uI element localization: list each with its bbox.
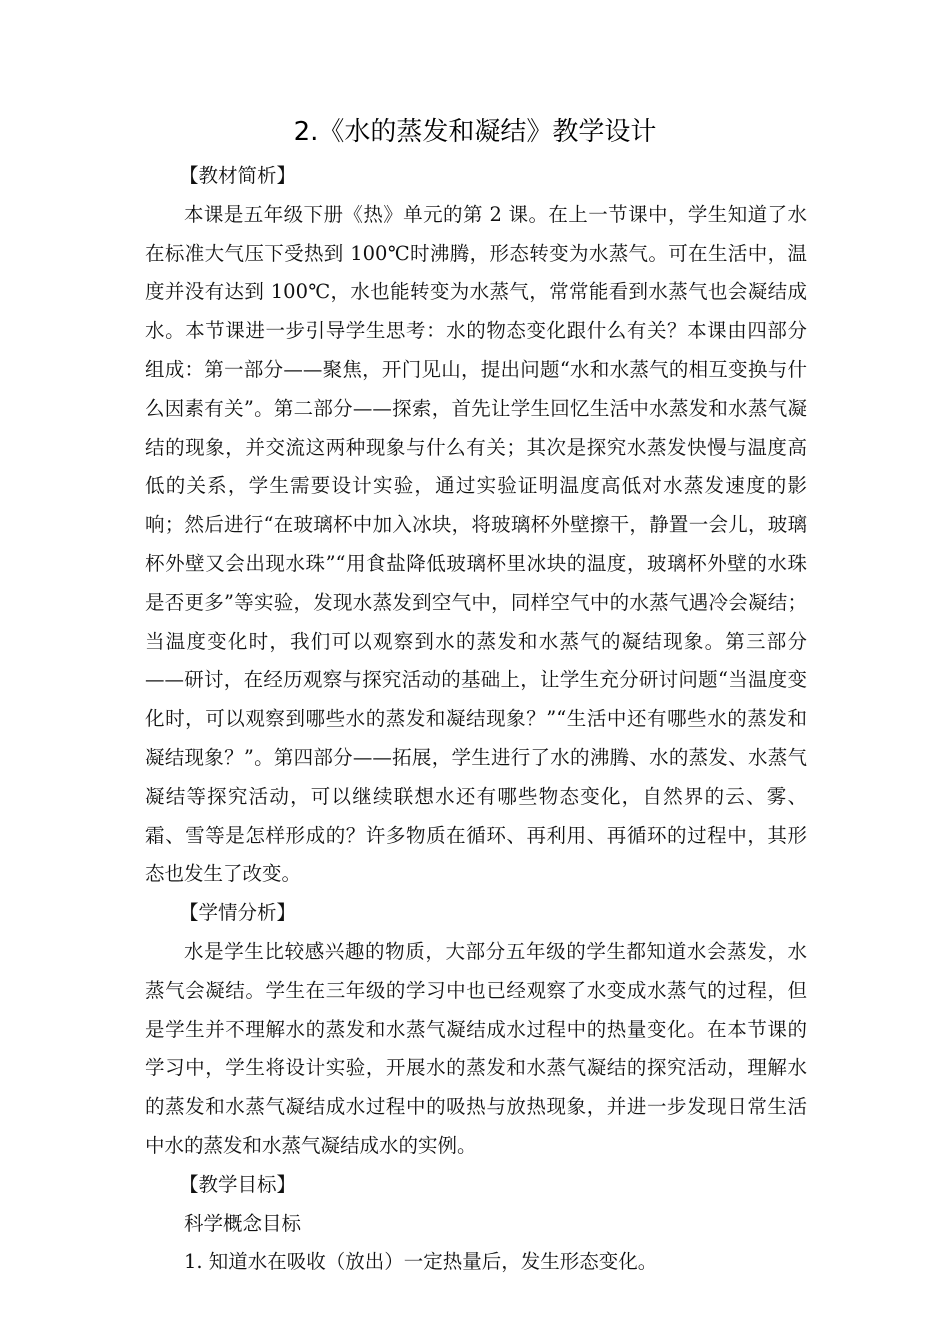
document-title: 2.《水的蒸发和凝结》教学设计 <box>293 117 657 147</box>
section-body-learners: 水是学生比较感兴趣的物质，大部分五年级的学生都知道水会蒸发，水蒸气会凝结。学生在三年级的学习中也已经观察了水变成水蒸气的过程，但是学生并不理解水的蒸发和水蒸气凝结成水过程中的热量变化。在本节课的学习中，学生将设计实验，开展水的蒸发和水蒸气凝结的探究活动，理解水的蒸发和水蒸气凝结成水过程中的吸热与放热现象，并进一步发现日常生活中水的蒸发和水蒸气凝结成水的实例。 <box>145 939 807 1157</box>
section-heading-objectives: 【教学目标】 <box>179 1172 297 1196</box>
section-heading-textbook: 【教材简析】 <box>179 164 297 187</box>
objectives-subheading: 科学概念目标 <box>184 1211 302 1235</box>
document-content <box>145 157 807 1282</box>
objective-item-1: 1. 知道水在吸收（放出）一定热量后，发生形态变化。 <box>184 1250 658 1274</box>
section-heading-learners: 【学情分析】 <box>179 901 297 925</box>
section-body-textbook: 本课是五年级下册《热》单元的第 2 课。在上一节课中，学生知道了水在标准大气压下受热到 100℃时沸腾，形态转变为水蒸气。可在生活中，温度并没有达到 100℃，水也能转变为水蒸气，常常能看到水蒸气也会凝结成水。本节课进一步引导学生思考：水的物态变化跟什么有关？本课由四部分组成：第一部分——聚焦，开门见山，提出问题“水和水蒸气的相互变换与什么因素有关”。第二部分——探索，首先让学生回忆生活中水蒸发和水蒸气凝结的现象，并交流这两种现象与什么有关；其次是探究水蒸发快慢与温度高低的关系，学生需要设计实验，通过实验证明温度高低对水蒸发速度的影响；然后进行“在玻璃杯中加入冰块，将玻璃杯外壁擦干，静置一会儿，玻璃杯外壁又会出现水珠”“用食盐降低玻璃杯里冰块的温度，玻璃杯外壁的水珠是否更多”等实验，发现水蒸发到空气中，同样空气中的水蒸气遇冷会凝结；当温度变化时，我们可以观察到水的蒸发和水蒸气的凝结现象。第三部分——研讨，在经历观察与探究活动的基础上，让学生充分研讨问题“当温度变化时，可以观察到哪些水的蒸发和凝结现象？”“生活中还有哪些水的蒸发和凝结现象？”。第四部分——拓展，学生进行了水的沸腾、水的蒸发、水蒸气凝结等探究活动，可以继续联想水还有哪些物态变化，自然界的云、雾、霜、雪等是怎样形成的？许多物质在循环、再利用、再循环的过程中，其形态也发生了改变。 <box>145 202 807 886</box>
